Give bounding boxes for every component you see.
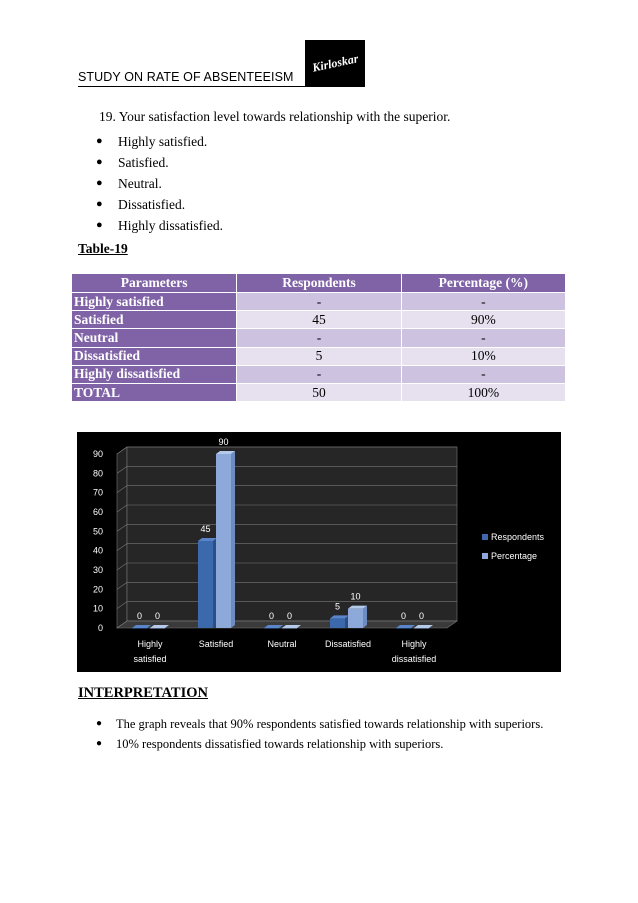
percentage-cell: 100% [401,383,565,401]
x-tick-label: Neutral [267,639,297,649]
column-header: Respondents [237,274,401,293]
option-label: Highly dissatisfied. [118,218,223,233]
data-table [72,274,566,401]
legend-label: Percentage [491,551,538,561]
option-item [96,215,223,236]
logo-text: Kirloskar [310,50,360,75]
option-item [96,131,223,152]
percentage-cell: - [401,365,565,383]
bullet-icon: ● [96,738,103,749]
y-tick-label: 40 [92,545,103,556]
option-item [96,152,223,173]
company-logo [305,40,365,86]
row-label: Satisfied [72,311,237,329]
option-item [96,194,223,215]
y-tick-label: 0 [97,623,103,633]
x-tick-label: Satisfied [198,639,234,649]
table-row [72,311,566,329]
row-label: Neutral [72,329,237,347]
respondents-cell: 45 [237,311,401,329]
bullet-icon: ● [96,219,103,231]
bar-side [231,451,235,628]
bullet-icon: ● [96,177,103,189]
bar-percentage [216,454,231,628]
table-header-row [72,274,566,293]
x-tick-label: Highly [137,639,163,649]
y-tick-label: 10 [92,603,103,614]
bullet-icon: ● [96,156,103,168]
data-label: 0 [286,611,293,621]
bullet-icon: ● [96,198,103,210]
data-label: 0 [268,611,275,621]
respondents-cell: - [237,329,401,347]
column-header: Parameters [72,274,237,293]
legend-swatch [482,553,488,559]
bar-chart [77,432,561,672]
table-row [72,365,566,383]
y-tick-label: 70 [92,487,103,498]
table-row [72,293,566,311]
respondents-cell: - [237,293,401,311]
row-label: Highly satisfied [72,293,237,311]
row-label: TOTAL [72,383,237,401]
interpretation-title: INTERPRETATION [78,685,208,701]
data-label: 0 [136,611,143,621]
table-total-row [72,383,566,401]
x-tick-label: satisfied [133,654,167,664]
header-rule [78,86,365,87]
bar-percentage [348,609,363,628]
x-tick-label: Highly [401,639,427,649]
data-label: 0 [154,611,161,621]
y-tick-label: 20 [92,584,103,595]
table-row [72,329,566,347]
bar-respondents [330,618,345,628]
percentage-cell: - [401,329,565,347]
row-label: Highly dissatisfied [72,365,237,383]
respondents-cell: - [237,365,401,383]
interpretation-text: The graph reveals that 90% respondents satisfied towards relationship with superiors. [116,717,544,731]
interpretation-list [96,714,543,754]
respondents-cell: 50 [237,383,401,401]
x-tick-label: Dissatisfied [324,639,372,649]
legend-swatch [482,534,488,540]
data-label: 5 [334,601,341,612]
bar-percentage [282,628,297,629]
row-label: Dissatisfied [72,347,237,365]
y-tick-label: 80 [92,468,103,479]
bar-respondents [132,628,147,629]
percentage-cell: 10% [401,347,565,365]
option-label: Satisfied. [118,155,169,170]
bar-respondents [396,628,411,629]
chart-svg [77,432,561,672]
option-item [96,173,223,194]
option-label: Highly satisfied. [118,134,208,149]
page-header: STUDY ON RATE OF ABSENTEEISM [78,70,294,84]
interpretation-item [96,734,543,754]
data-label: 90 [218,437,229,447]
table-row [72,347,566,365]
bar-respondents [198,541,213,628]
x-tick-label: dissatisfied [391,654,437,664]
table-caption: Table-19 [78,241,128,256]
answer-options [96,131,223,236]
y-tick-label: 90 [92,449,103,459]
question-text: 19. Your satisfaction level towards relationship with the superior. [99,109,451,124]
data-label: 10 [350,591,361,602]
interpretation-text: 10% respondents dissatisfied towards relationship with superiors. [116,737,444,751]
y-tick-label: 50 [92,526,103,537]
bar-percentage [150,628,165,629]
bar-side [363,606,367,628]
percentage-cell: 90% [401,311,565,329]
y-tick-label: 30 [92,565,103,575]
interpretation-item [96,714,543,734]
data-label: 0 [418,611,425,621]
bar-percentage [414,628,429,629]
respondents-cell: 5 [237,347,401,365]
data-label: 45 [200,524,211,534]
percentage-cell: - [401,293,565,311]
chart-back-wall [127,447,457,621]
y-tick-label: 60 [92,507,103,517]
bar-respondents [264,628,279,629]
option-label: Dissatisfied. [118,197,186,212]
data-label: 0 [400,611,407,621]
column-header: Percentage (%) [401,274,565,293]
bullet-icon: ● [96,718,103,729]
option-label: Neutral. [118,176,162,191]
chart-side-wall [117,447,127,628]
legend-label: Respondents [491,532,545,542]
bullet-icon: ● [96,135,103,147]
